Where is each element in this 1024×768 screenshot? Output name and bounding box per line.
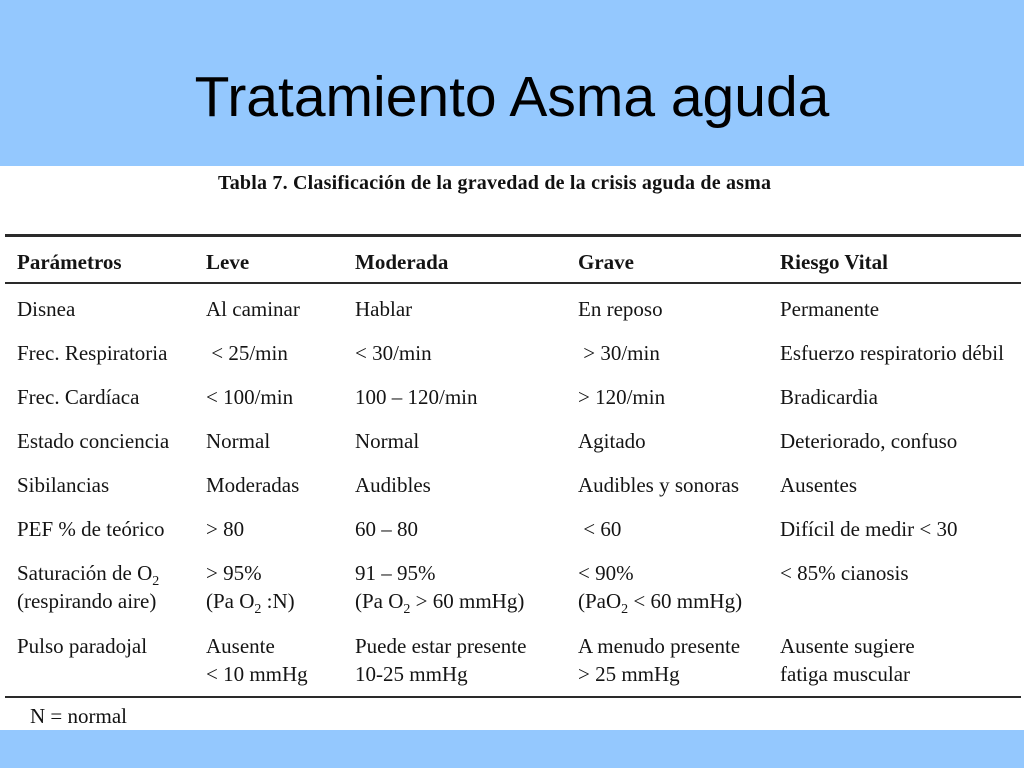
cell-moderada: Hablar (355, 297, 413, 321)
cell-grave: En reposo (578, 297, 663, 321)
row-label: Saturación de $O_2$ (17, 561, 160, 589)
header-grave: Grave (578, 250, 634, 274)
cell-grave: < 90% (578, 561, 634, 585)
cell-moderada: Normal (355, 429, 420, 453)
row-label: PEF % de teórico (17, 517, 165, 541)
cell-moderada: Puede estar presente (355, 634, 527, 658)
table-bottom-rule (5, 696, 1021, 698)
cell-riesgo-vital: Ausentes (780, 473, 857, 497)
cell-riesgo-vital-sub: fatiga muscular (780, 662, 911, 686)
cell-leve: > 95% (206, 561, 262, 585)
cell-leve-sub: < 10 mmHg (206, 662, 308, 686)
bottom-band (0, 730, 1024, 768)
cell-moderada: 100 – 120/min (355, 385, 478, 409)
row-label: Pulso paradojal (17, 634, 148, 658)
cell-moderada-sub: (Pa $O_2 > 60$ mmHg) (355, 589, 525, 617)
cell-moderada: < 30/min (355, 341, 432, 365)
title-band (0, 0, 1024, 166)
cell-leve: > 80 (206, 517, 245, 541)
cell-riesgo-vital: Esfuerzo respiratorio débil (780, 341, 1004, 365)
cell-riesgo-vital: Difícil de medir < 30 (780, 517, 958, 541)
cell-grave: > 30/min (578, 341, 660, 365)
cell-riesgo-vital: Bradicardia (780, 385, 878, 409)
severity-table (0, 166, 1024, 730)
cell-grave-sub: > 25 mmHg (578, 662, 680, 686)
row-label: Estado conciencia (17, 429, 170, 453)
cell-grave-sub: (PaO$_2$ < 60 mmHg) (578, 589, 743, 617)
header-moderada: Moderada (355, 250, 449, 274)
cell-riesgo-vital: Ausente sugiere (780, 634, 915, 658)
row-label-sub: (respirando aire) (17, 589, 157, 613)
cell-moderada-sub: 10-25 mmHg (355, 662, 468, 686)
cell-leve-sub: (Pa $O_2$ :N) (206, 589, 295, 617)
cell-moderada: Audibles (355, 473, 431, 497)
cell-moderada: 91 – 95% (355, 561, 436, 585)
cell-leve: Normal (206, 429, 271, 453)
row-label: Frec. Cardíaca (17, 385, 140, 409)
cell-grave: < 60 (578, 517, 622, 541)
cell-riesgo-vital: Permanente (780, 297, 880, 321)
table-top-rule (5, 234, 1021, 237)
cell-grave: > 120/min (578, 385, 666, 409)
row-label: Sibilancias (17, 473, 110, 497)
row-label: Frec. Respiratoria (17, 341, 168, 365)
cell-leve: < 100/min (206, 385, 294, 409)
cell-leve: Moderadas (206, 473, 300, 497)
row-label: Disnea (17, 297, 76, 321)
table-footnote: N = normal (30, 704, 127, 728)
header-riesgo-vital: Riesgo Vital (780, 250, 888, 274)
cell-leve: Al caminar (206, 297, 300, 321)
cell-grave: A menudo presente (578, 634, 741, 658)
cell-riesgo-vital: < 85% cianosis (780, 561, 909, 585)
table-caption: Tabla 7. Clasificación de la gravedad de la crisis aguda de asma (218, 172, 772, 194)
header-leve: Leve (206, 250, 250, 274)
slide-title: Tratamiento Asma aguda (194, 65, 830, 129)
cell-riesgo-vital: Deteriorado, confuso (780, 429, 958, 453)
header-rule (5, 282, 1021, 284)
cell-leve: Ausente (206, 634, 275, 658)
cell-leve: < 25/min (206, 341, 288, 365)
cell-grave: Audibles y sonoras (578, 473, 739, 497)
cell-moderada: 60 – 80 (355, 517, 418, 541)
cell-grave: Agitado (578, 429, 646, 453)
header-parametros: Parámetros (17, 250, 122, 274)
